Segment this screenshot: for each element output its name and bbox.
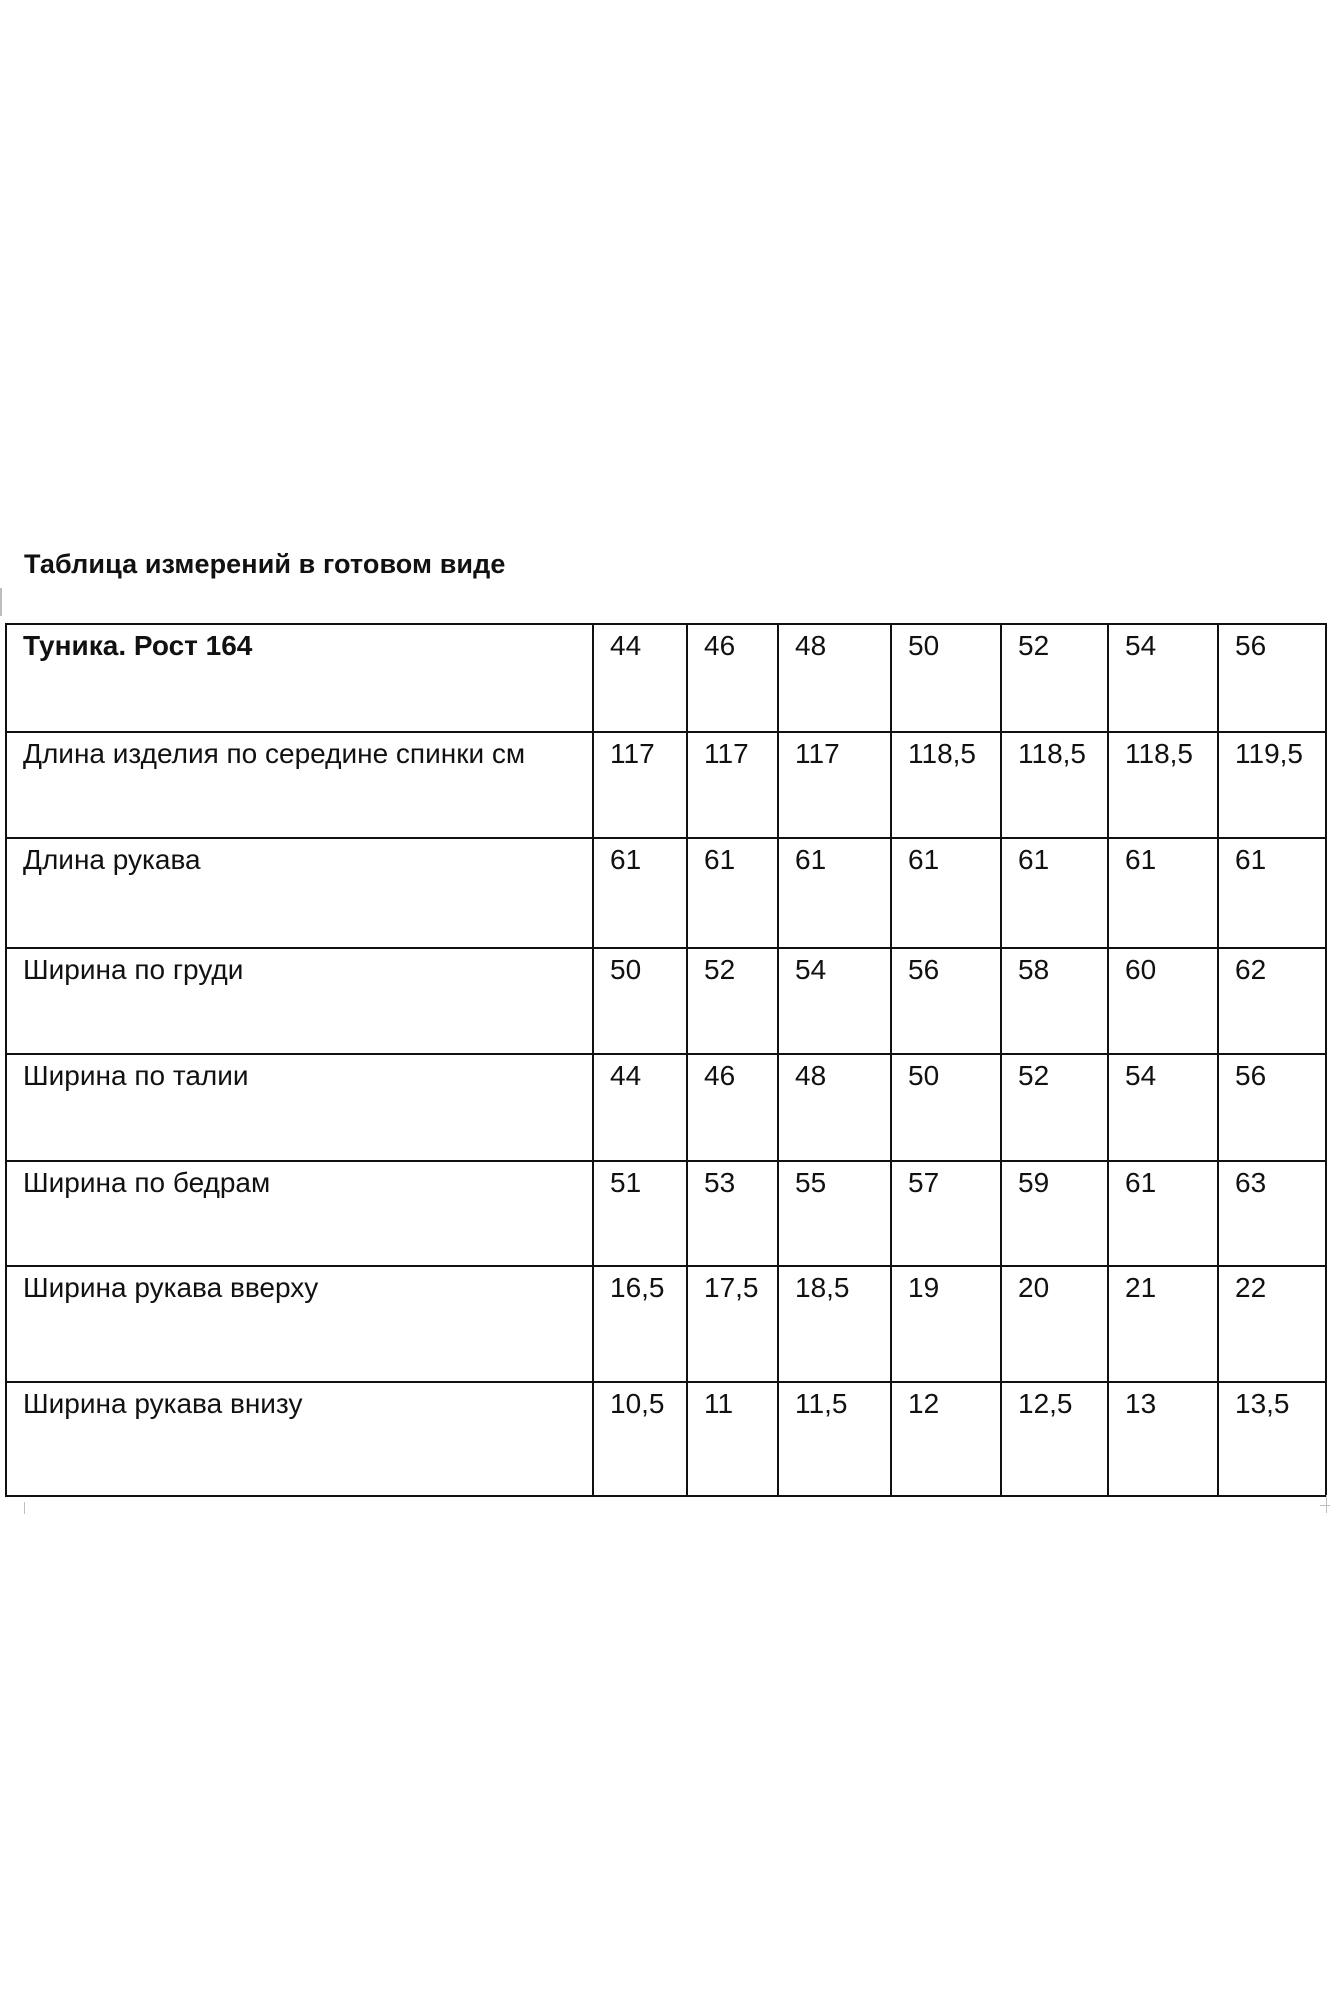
size-cell: 44: [593, 624, 687, 732]
measurements-table: [5, 623, 1327, 1497]
table-row: [6, 732, 1326, 838]
value-cell: 22: [1218, 1266, 1326, 1382]
value-cell: 58: [1001, 948, 1108, 1054]
value-cell: 55: [778, 1161, 891, 1266]
value-cell: 50: [593, 948, 687, 1054]
value-cell: 21: [1108, 1266, 1218, 1382]
value-cell: 53: [687, 1161, 778, 1266]
value-cell: 13,5: [1218, 1382, 1326, 1496]
table-row: [6, 1266, 1326, 1382]
table-row: [6, 838, 1326, 948]
value-cell: 61: [778, 838, 891, 948]
row-label-cell: Ширина по груди: [6, 948, 593, 1054]
table-header-row: [6, 624, 1326, 732]
value-cell: 17,5: [687, 1266, 778, 1382]
value-cell: 51: [593, 1161, 687, 1266]
value-cell: 118,5: [1001, 732, 1108, 838]
row-label-cell: Ширина по талии: [6, 1054, 593, 1161]
value-cell: 16,5: [593, 1266, 687, 1382]
size-cell: 50: [891, 624, 1001, 732]
size-cell: 54: [1108, 624, 1218, 732]
value-cell: 61: [1108, 838, 1218, 948]
value-cell: 13: [1108, 1382, 1218, 1496]
value-cell: 117: [593, 732, 687, 838]
value-cell: 52: [1001, 1054, 1108, 1161]
value-cell: 119,5: [1218, 732, 1326, 838]
row-label-cell: Ширина рукава внизу: [6, 1382, 593, 1496]
value-cell: 10,5: [593, 1382, 687, 1496]
value-cell: 61: [593, 838, 687, 948]
row-label-cell: Длина изделия по середине спинки см: [6, 732, 593, 838]
table-row: [6, 1382, 1326, 1496]
margin-marker: [24, 1502, 25, 1514]
value-cell: 12: [891, 1382, 1001, 1496]
value-cell: 20: [1001, 1266, 1108, 1382]
margin-marker: [1326, 1495, 1327, 1513]
row-label-cell: Ширина по бедрам: [6, 1161, 593, 1266]
value-cell: 60: [1108, 948, 1218, 1054]
row-label-cell: Ширина рукава вверху: [6, 1266, 593, 1382]
value-cell: 117: [687, 732, 778, 838]
value-cell: 12,5: [1001, 1382, 1108, 1496]
size-cell: 56: [1218, 624, 1326, 732]
size-cell: 46: [687, 624, 778, 732]
value-cell: 118,5: [891, 732, 1001, 838]
size-cell: 48: [778, 624, 891, 732]
value-cell: 118,5: [1108, 732, 1218, 838]
table-row: [6, 1161, 1326, 1266]
value-cell: 61: [1108, 1161, 1218, 1266]
value-cell: 44: [593, 1054, 687, 1161]
value-cell: 117: [778, 732, 891, 838]
measurements-table-container: [5, 623, 1327, 1497]
value-cell: 56: [891, 948, 1001, 1054]
value-cell: 19: [891, 1266, 1001, 1382]
value-cell: 54: [1108, 1054, 1218, 1161]
header-label-cell: Туника. Рост 164: [6, 624, 593, 732]
value-cell: 61: [891, 838, 1001, 948]
value-cell: 54: [778, 948, 891, 1054]
page-title: Таблица измерений в готовом виде: [24, 549, 506, 579]
table-row: [6, 1054, 1326, 1161]
value-cell: 63: [1218, 1161, 1326, 1266]
value-cell: 52: [687, 948, 778, 1054]
table-row: [6, 948, 1326, 1054]
value-cell: 61: [1218, 838, 1326, 948]
margin-marker: [1320, 1505, 1330, 1506]
value-cell: 11,5: [778, 1382, 891, 1496]
value-cell: 50: [891, 1054, 1001, 1161]
size-cell: 52: [1001, 624, 1108, 732]
value-cell: 46: [687, 1054, 778, 1161]
value-cell: 48: [778, 1054, 891, 1161]
value-cell: 59: [1001, 1161, 1108, 1266]
value-cell: 61: [1001, 838, 1108, 948]
row-label-cell: Длина рукава: [6, 838, 593, 948]
value-cell: 11: [687, 1382, 778, 1496]
value-cell: 56: [1218, 1054, 1326, 1161]
value-cell: 57: [891, 1161, 1001, 1266]
value-cell: 61: [687, 838, 778, 948]
margin-marker: [0, 588, 2, 616]
value-cell: 62: [1218, 948, 1326, 1054]
value-cell: 18,5: [778, 1266, 891, 1382]
